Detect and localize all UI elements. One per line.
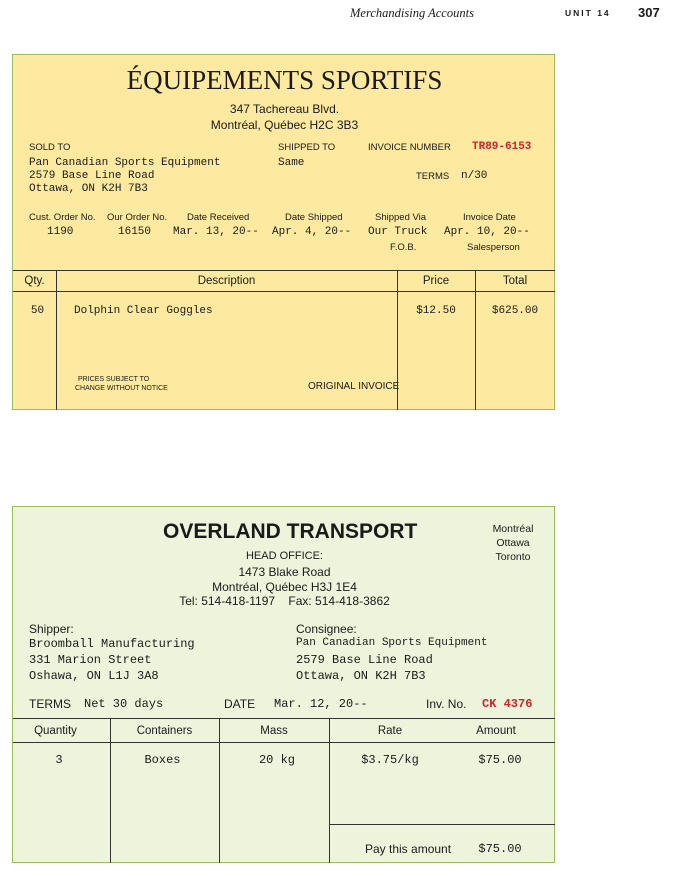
row-rate: $3.75/kg — [361, 753, 419, 767]
pay-this-amount-value: $75.00 — [478, 842, 522, 856]
waybill-terms-value: Net 30 days — [84, 697, 164, 711]
carrier-address-line2: Montréal, Québec H3J 1E4 — [212, 580, 357, 594]
col-header-amount: Amount — [476, 725, 516, 737]
info-value: Apr. 10, 20-- — [444, 226, 530, 238]
info-label: Date Shipped — [285, 212, 343, 223]
city: Montréal — [492, 523, 534, 535]
item-qty: 50 — [30, 305, 45, 317]
waybill-terms-label: TERMS — [29, 697, 71, 711]
info-label: Our Order No. — [107, 212, 168, 223]
price-note-line: CHANGE WITHOUT NOTICE — [75, 385, 168, 392]
info-value: Mar. 13, 20-- — [173, 226, 259, 238]
city: Ottawa — [496, 537, 530, 549]
carrier-phone: Tel: 514-418-1197 Fax: 514-418-3862 — [179, 594, 390, 608]
item-description: Dolphin Clear Goggles — [74, 305, 213, 317]
col-header-total: Total — [502, 275, 528, 287]
head-office-label: HEAD OFFICE: — [245, 550, 323, 562]
col-header-mass: Mass — [260, 725, 288, 737]
price-note-line: PRICES SUBJECT TO — [78, 376, 150, 383]
waybill-inv-number: CK 4376 — [482, 697, 533, 711]
city: Toronto — [495, 551, 531, 563]
carrier-company-name: OVERLAND TRANSPORT — [163, 520, 418, 543]
info-value: Our Truck — [368, 226, 428, 238]
section-title: Merchandising Accounts — [350, 6, 474, 20]
waybill-inv-label: Inv. No. — [426, 697, 467, 711]
shipped-to-value: Same — [278, 157, 305, 169]
col-header-quantity: Quantity — [34, 725, 77, 737]
shipper-line: Oshawa, ON L1J 3A8 — [29, 669, 159, 683]
fob-label: F.O.B. — [390, 242, 417, 253]
terms-value: n/30 — [461, 170, 488, 182]
terms-label: TERMS — [416, 171, 450, 182]
sold-to-label: SOLD TO — [29, 142, 71, 153]
col-header-qty: Qty. — [24, 275, 45, 287]
item-total: $625.00 — [491, 305, 539, 317]
row-amount: $75.00 — [478, 753, 522, 767]
freight-bill — [12, 506, 555, 863]
carrier-address-line1: 1473 Blake Road — [238, 565, 331, 579]
invoice-address-line2: Montréal, Québec H2C 3B3 — [210, 118, 359, 132]
info-label: Cust. Order No. — [29, 212, 96, 223]
info-value: 1190 — [47, 226, 74, 238]
consignee-label: Consignee: — [296, 622, 357, 636]
sales-invoice — [12, 54, 555, 410]
invoice-company-name: ÉQUIPEMENTS SPORTIFS — [126, 65, 443, 95]
consignee-line: Ottawa, ON K2H 7B3 — [296, 669, 426, 683]
col-header-rate: Rate — [377, 725, 403, 737]
consignee-line: 2579 Base Line Road — [296, 653, 433, 667]
info-value: Apr. 4, 20-- — [272, 226, 352, 238]
waybill-date-label: DATE — [224, 697, 256, 711]
info-value: 16150 — [118, 226, 152, 238]
sold-to-line: Pan Canadian Sports Equipment — [29, 157, 221, 169]
salesperson-label: Salesperson — [467, 242, 520, 253]
row-quantity: 3 — [55, 753, 63, 767]
col-header-price: Price — [422, 275, 450, 287]
info-label: Invoice Date — [463, 212, 516, 223]
shipper-line: 331 Marion Street — [29, 653, 152, 667]
sold-to-line: Ottawa, ON K2H 7B3 — [29, 183, 148, 195]
sold-to-line: 2579 Base Line Road — [29, 170, 155, 182]
invoice-number-label: INVOICE NUMBER — [368, 142, 451, 153]
info-label: Date Received — [187, 212, 250, 223]
unit-label: UNIT 14 — [565, 8, 611, 18]
invoice-address-line1: 347 Tachereau Blvd. — [229, 102, 340, 116]
pay-this-amount-label: Pay this amount — [365, 842, 452, 856]
item-price: $12.50 — [416, 305, 456, 317]
waybill-date: Mar. 12, 20-- — [274, 697, 368, 711]
shipper-label: Shipper: — [29, 622, 74, 636]
shipped-to-label: SHIPPED TO — [278, 142, 336, 153]
price-note — [75, 375, 168, 393]
col-header-description: Description — [197, 275, 256, 287]
row-containers: Boxes — [144, 753, 181, 767]
page-number: 307 — [638, 5, 660, 20]
col-header-containers: Containers — [136, 725, 193, 737]
original-invoice-label: ORIGINAL INVOICE — [308, 381, 400, 392]
consignee-line: Pan Canadian Sports Equipment — [296, 637, 488, 649]
row-mass: 20 kg — [258, 753, 295, 767]
invoice-number: TR89-6153 — [472, 141, 532, 153]
shipper-line: Broomball Manufacturing — [29, 637, 195, 651]
info-label: Shipped Via — [375, 212, 427, 223]
